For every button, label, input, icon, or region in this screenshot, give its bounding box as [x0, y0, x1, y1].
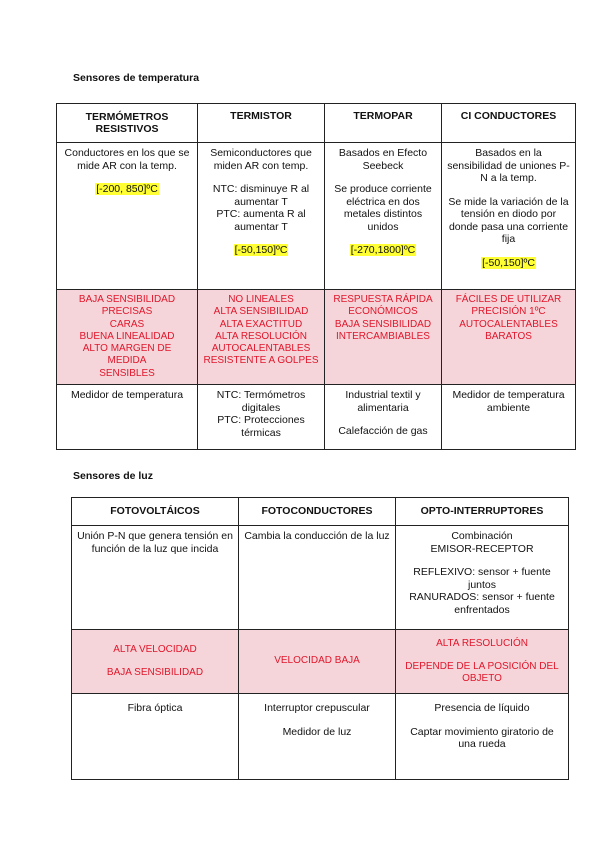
table-row-features: [72, 630, 569, 694]
cell-desc-fotovoltaicos: [72, 526, 239, 630]
desc-text: Conductores en los que se mide AR con la temp.: [64, 147, 190, 172]
desc-text: Combinación EMISOR-RECEPTOR: [430, 530, 534, 555]
use-text: Captar movimiento giratorio de una rueda: [410, 725, 554, 750]
table-row-description: [72, 526, 569, 630]
feature-text: BAJA SENSIBILIDAD: [106, 667, 204, 678]
cell-features-termopar: RESPUESTA RÁPIDA ECONÓMICOS BAJA SENSIBILIDAD INTERCAMBIABLES: [325, 290, 442, 385]
range-highlight: [-200, 850]ºC: [96, 183, 158, 195]
header-ci-conductores: CI CONDUCTORES: [442, 104, 576, 143]
cell-features-fotoconductores: [239, 630, 396, 694]
feature-text: DEPENDE DE LA POSICIÓN DEL OBJETO: [405, 660, 559, 685]
cell-uses-opto: [396, 694, 569, 780]
cell-uses-termistor: [198, 385, 325, 450]
desc-text: REFLEXIVO: sensor + fuente juntos RANURADOS: sensor + fuente enfrentados: [409, 566, 555, 616]
temperature-sensors-table: [56, 103, 576, 450]
feature-text: ALTA RESOLUCIÓN: [436, 637, 528, 649]
use-text: Fibra óptica: [127, 702, 183, 714]
cell-desc-termistor: [198, 143, 325, 290]
desc-text: Semiconductores que miden AR con temp.: [210, 147, 312, 172]
desc-text: Se produce corriente eléctrica en dos metales distintos unidos: [334, 183, 432, 233]
cell-desc-opto: [396, 526, 569, 630]
table-header-row: [72, 498, 569, 526]
range-highlight: [-50,150]ºC: [234, 244, 288, 256]
cell-uses-fotovoltaicos: [72, 694, 239, 780]
cell-uses-ci: [442, 385, 576, 450]
header-fotoconductores: FOTOCONDUCTORES: [239, 498, 396, 526]
cell-desc-ci: [442, 143, 576, 290]
cell-features-ci: FÁCILES DE UTILIZAR PRECISIÓN 1ºC AUTOCALENTABLES BARATOS: [442, 290, 576, 385]
cell-uses-fotoconductores: [239, 694, 396, 780]
light-sensors-table: [71, 497, 569, 780]
desc-text: Cambia la conducción de la luz: [244, 530, 390, 542]
header-termometros-resistivos: TERMÓMETROS RESISTIVOS: [57, 104, 198, 143]
temp-section-title: Sensores de temperatura: [73, 72, 200, 84]
cell-features-termistor: NO LINEALES ALTA SENSIBILIDAD ALTA EXACTITUD ALTA RESOLUCIÓN AUTOCALENTABLES RESISTENTE A GOLPES: [198, 290, 325, 385]
light-section-title: Sensores de luz: [73, 470, 153, 482]
cell-desc-resistivos: [57, 143, 198, 290]
cell-desc-fotoconductores: [239, 526, 396, 630]
range-highlight: [-50,150]ºC: [482, 256, 535, 269]
feature-text: ALTA VELOCIDAD: [113, 643, 197, 655]
header-fotovoltaicos: FOTOVOLTÁICOS: [72, 498, 239, 526]
desc-text: Unión P-N que genera tensión en función de la luz que incida: [77, 530, 233, 555]
header-opto-interruptores: OPTO-INTERRUPTORES: [396, 498, 569, 526]
cell-features-resistivos: BAJA SENSIBILIDAD PRECISAS CARAS BUENA LINEALIDAD ALTO MARGEN DE MEDIDA SENSIBLES: [57, 290, 198, 385]
cell-uses-resistivos: [57, 385, 198, 450]
desc-text: Basados en Efecto Seebeck: [338, 147, 428, 172]
desc-text: Basados en la sensibilidad de uniones P-N a la temp.: [447, 147, 570, 184]
use-text: Industrial textil y alimentaria: [345, 389, 421, 414]
table-row-description: [57, 143, 576, 290]
header-termopar: TERMOPAR: [325, 104, 442, 143]
range-highlight: [-270,1800]ºC: [350, 244, 416, 256]
table-row-features: [57, 290, 576, 385]
desc-text: Se mide la variación de la tensión en diodo por donde pasa una corriente fija: [448, 195, 569, 245]
use-text: Calefacción de gas: [338, 425, 428, 438]
use-text: NTC: Termómetros digitales PTC: Protecciones térmicas: [216, 389, 306, 439]
table-row-uses: [72, 694, 569, 780]
cell-features-fotovoltaicos: [72, 630, 239, 694]
use-text: Interruptor crepuscular: [264, 702, 370, 714]
use-text: Medidor de temperatura: [70, 389, 184, 402]
header-termistor: TERMISTOR: [198, 104, 325, 143]
table-row-uses: [57, 385, 576, 450]
feature-text: VELOCIDAD BAJA: [274, 655, 360, 667]
use-text: Medidor de luz: [282, 725, 352, 738]
use-text: Presencia de líquido: [434, 702, 530, 714]
use-text: Medidor de temperatura ambiente: [452, 389, 565, 414]
table-header-row: [57, 104, 576, 143]
cell-features-opto: [396, 630, 569, 694]
cell-desc-termopar: [325, 143, 442, 290]
desc-text: NTC: disminuye R al aumentar T PTC: aumenta R al aumentar T: [212, 183, 310, 233]
cell-uses-termopar: [325, 385, 442, 450]
